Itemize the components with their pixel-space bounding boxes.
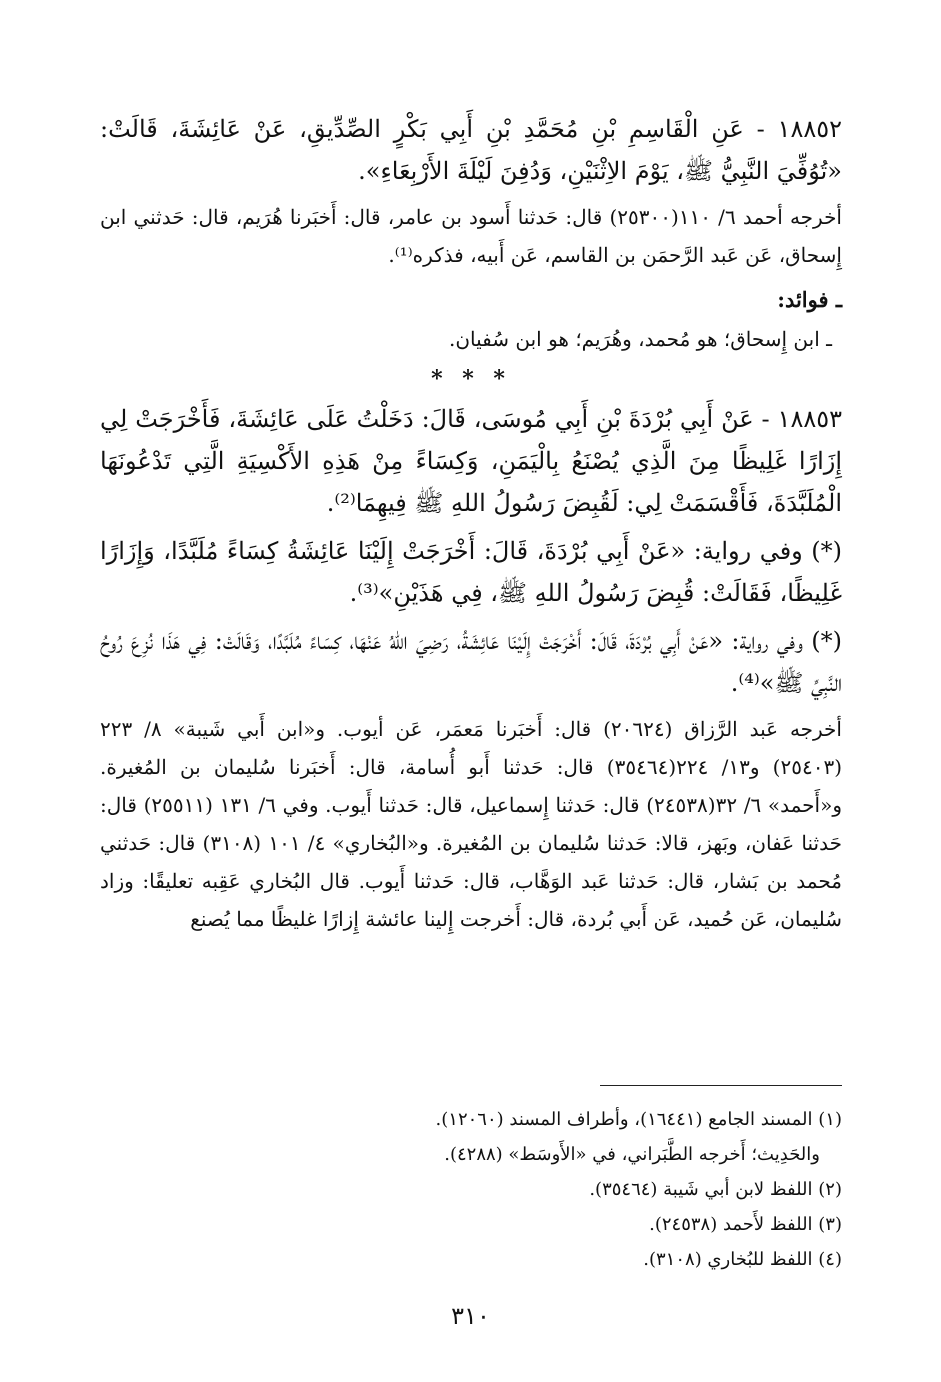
main-text: [100, 108, 842, 944]
hadith-18853-takhrij: أخرجه عَبد الرَّزاق (٢٠٦٢٤) قال: أَخبَرنا مَعمَر، عَن أيوب. و«ابن أَبي شَيبة» ٨/ ٢٢٣ (٢٥٤٠٣) و١٣/ ٢٢٤(٣٥٤٦٤) قال: حَدثنا أَبو أُسامة، قال: أَخبَرنا سُليمان بن المُغيرة. و«أَحمد» ٦/ ٣٢(٢٤٥٣٨) قال: حَدثنا إِسماعيل، قال: حَدثنا أَيوب. وفي ٦/ ١٣١ (٢٥٥١١) قال: حَدثنا عَفان، وبَهز، قالا: حَدثنا سُليمان بن المُغيرة. و«البُخاري» ٤/ ١٠١ (٣١٠٨) قال: حَدثني مُحمد بن بَشار، قال: حَدثنا عَبد الوَهَّاب، قال: حَدثنا أَيوب. قال البُخاري عَقِبه تعليقًا: وزاد سُليمان، عَن حُميد، عَن أَبي بُردة، قال: أَخرجت إِلينا عائشة إِزارًا غليظًا مما يُصنع: [100, 717, 842, 931]
hadith-18852-takhrij: أخرجه أحمد ٦/ ١١٠(٢٥٣٠٠) قال: حَدثنا أَسود بن عامر، قال: أَخبَرنا هُرَيم، قال: حَدثني ابن إِسحاق، عَن عَبد الرَّحمَن بن القاسم، عَن أَبيه، فذكره⁽¹⁾.: [100, 205, 842, 267]
hadith-18853-text: ١٨٨٥٣ - عَنْ أَبِي بُرْدَةَ بْنِ أَبِي مُوسَى، قَالَ: دَخَلْتُ عَلَى عَائِشَةَ، فَأَخْرَجَتْ لِي إِزَارًا غَلِيظًا مِنَ الَّذِي يُصْنَعُ بِالْيَمَنِ، وَكِسَاءً مِنْ هَذِهِ الأَكْسِيَةِ الَّتِي تَدْعُونَهَا الْمُلَبَّدَةَ، فَأَقْسَمَتْ لِي: لَقُبِضَ رَسُولُ اللهِ ﷺ فِيهِمَا⁽²⁾.: [100, 405, 842, 517]
fawaid-heading: ـ فوائد:: [777, 287, 842, 312]
hadith-18853-riwaya-1: (*) وفي رواية: «عَنْ أَبِي بُرْدَةَ، قَالَ: أَخْرَجَتْ إِلَيْنَا عَائِشَةُ كِسَاءً مُلَبَّدًا، وَإِزَارًا غَلِيظًا، فَقَالَتْ: قُبِضَ رَسُولُ اللهِ ﷺ، فِي هَذَيْنِ»⁽³⁾.: [100, 537, 842, 607]
footnote-4: (٤) اللفظ للبُخاري (٣١٠٨).: [643, 1249, 842, 1270]
hadith-18852-text: ١٨٨٥٢ - عَنِ الْقَاسِمِ بْنِ مُحَمَّدِ بْنِ أَبِي بَكْرٍ الصِّدِّيقِ، عَنْ عَائِشَةَ، قَالَتْ: «تُوُفِّيَ النَّبِيُّ ﷺ، يَوْمَ الاِثْنَيْنِ، وَدُفِنَ لَيْلَةَ الأَرْبِعَاءِ».: [100, 115, 842, 185]
page-number: ٣١٠: [451, 1302, 490, 1330]
footnote-divider: [600, 1085, 842, 1086]
footnote-1-continuation: والحَدِيث؛ أَخرجه الطَّبَراني، في «الأَوسَط» (٤٢٨٨).: [444, 1144, 820, 1165]
footnote-2: (٢) اللفظ لابن أبي شَيبة (٣٥٤٦٤).: [589, 1179, 842, 1200]
section-separator: * * *: [431, 366, 511, 392]
footnotes: [100, 1102, 842, 1277]
hadith-18853-riwaya-2: (*) وفي رواية: «عَنْ أَبِي بُرْدَةَ، قَالَ: أَخْرَجَتْ إِلَيْنَا عَائِشَةُ، رَضِيَ اللهُ عَنْهَا، كِسَاءً مُلَبَّدًا، وَقَالَتْ: فِي هَذَا نُزِعَ رُوحُ النَّبِيِّ ﷺ»⁽⁴⁾.: [100, 627, 842, 697]
footnote-1: (١) المسند الجامع (١٦٤٤١)، وأطراف المسند (١٢٠٦٠).: [435, 1109, 842, 1130]
footnote-3: (٣) اللفظ لأَحمد (٢٤٥٣٨).: [649, 1214, 842, 1235]
fawaid-text: ـ ابن إِسحاق؛ هو مُحمد، وهُرَيم؛ هو ابن سُفيان.: [448, 327, 832, 351]
